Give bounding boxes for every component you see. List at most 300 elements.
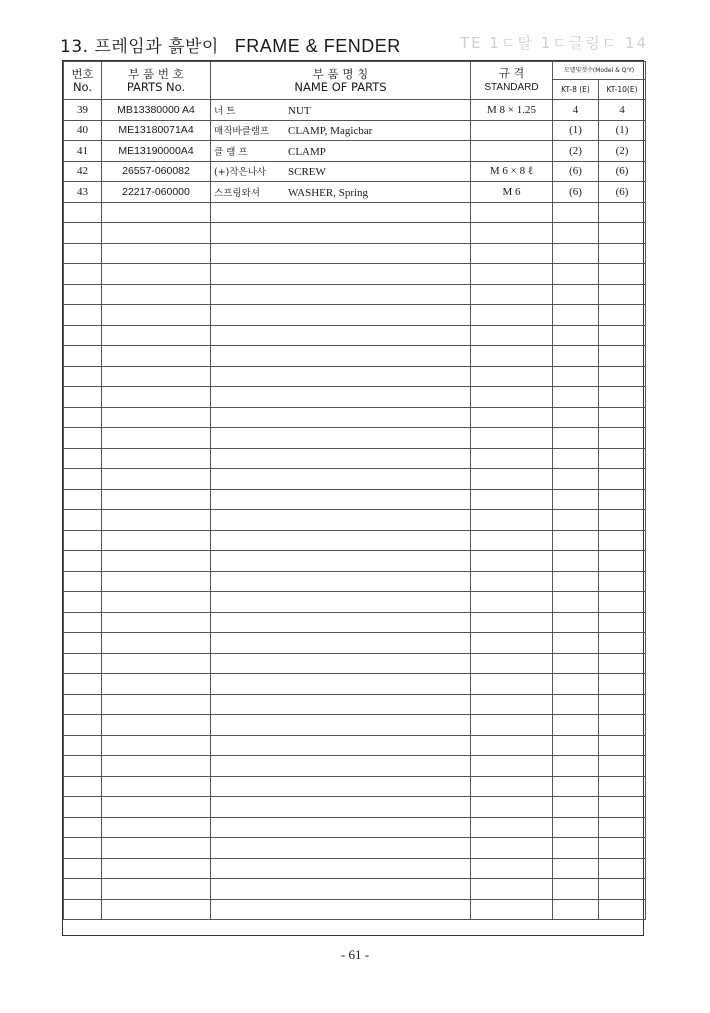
row-qty-kt10 [599, 858, 646, 879]
section-title [60, 32, 401, 57]
row-standard [471, 735, 553, 756]
row-no [64, 448, 102, 469]
row-no [64, 612, 102, 633]
row-part-no [102, 202, 211, 223]
row-name [211, 407, 471, 428]
row-no [64, 899, 102, 920]
row-qty-kt8: (1) [553, 120, 599, 141]
table-row [64, 182, 646, 203]
row-qty-kt8 [553, 858, 599, 879]
row-part-no [102, 653, 211, 674]
row-no [64, 858, 102, 879]
row-no [64, 674, 102, 695]
table-row [64, 202, 646, 223]
row-qty-kt10 [599, 325, 646, 346]
row-name [211, 120, 471, 141]
row-name [211, 735, 471, 756]
row-no [64, 653, 102, 674]
row-name [211, 756, 471, 777]
row-qty-kt8 [553, 407, 599, 428]
table-row [64, 838, 646, 859]
row-part-no [102, 776, 211, 797]
row-part-no [102, 694, 211, 715]
row-no [64, 756, 102, 777]
row-no [64, 407, 102, 428]
row-part-no [102, 817, 211, 838]
row-name [211, 325, 471, 346]
table-row [64, 776, 646, 797]
row-name [211, 264, 471, 285]
row-qty-kt8 [553, 776, 599, 797]
row-qty-kt8 [553, 489, 599, 510]
row-part-no [102, 633, 211, 654]
row-qty-kt8 [553, 510, 599, 531]
row-qty-kt10 [599, 776, 646, 797]
row-standard [471, 674, 553, 695]
header-name [211, 62, 471, 100]
row-name [211, 879, 471, 900]
row-qty-kt10 [599, 346, 646, 367]
row-part-no [102, 715, 211, 736]
table-row [64, 715, 646, 736]
row-no [64, 243, 102, 264]
row-no [64, 879, 102, 900]
row-no [64, 592, 102, 613]
row-qty-kt10 [599, 510, 646, 531]
row-standard [471, 817, 553, 838]
row-standard [471, 264, 553, 285]
row-qty-kt8: (2) [553, 141, 599, 162]
row-standard [471, 571, 553, 592]
row-part-no [102, 674, 211, 695]
row-part-no [102, 387, 211, 408]
row-qty-kt8 [553, 674, 599, 695]
row-qty-kt10 [599, 305, 646, 326]
header-std-en: STANDARD [484, 81, 539, 93]
row-no [64, 305, 102, 326]
table-row [64, 264, 646, 285]
row-part-no [102, 407, 211, 428]
row-standard [471, 797, 553, 818]
table-row [64, 756, 646, 777]
row-part-no [102, 489, 211, 510]
header-part-en: PARTS No. [126, 79, 186, 94]
title-english: FRAME & FENDER [234, 36, 401, 56]
row-qty-kt8 [553, 325, 599, 346]
row-standard [471, 694, 553, 715]
row-standard [471, 407, 553, 428]
row-qty-kt10 [599, 592, 646, 613]
row-qty-kt8 [553, 694, 599, 715]
header-qty-kt10: KT-10(E) [599, 80, 646, 100]
row-qty-kt8 [553, 551, 599, 572]
row-qty-kt10: (6) [599, 161, 646, 182]
row-part-no [102, 899, 211, 920]
row-standard [471, 141, 553, 162]
header-name-en: NAME OF PARTS [294, 79, 387, 94]
row-qty-kt10 [599, 571, 646, 592]
row-standard [471, 448, 553, 469]
row-part-no [102, 612, 211, 633]
row-qty-kt10 [599, 797, 646, 818]
row-qty-kt10 [599, 243, 646, 264]
table-row [64, 530, 646, 551]
row-qty-kt8 [553, 735, 599, 756]
header-qty-group: 모델및갯수(Model & Q'Y) [553, 62, 646, 80]
table-row [64, 817, 646, 838]
row-part-no [102, 879, 211, 900]
row-qty-kt10 [599, 838, 646, 859]
row-qty-kt10: 4 [599, 100, 646, 121]
row-standard [471, 612, 553, 633]
row-qty-kt10 [599, 284, 646, 305]
row-standard [471, 510, 553, 531]
row-standard [471, 838, 553, 859]
row-standard [471, 530, 553, 551]
row-part-no: 26557-060082 [102, 161, 211, 182]
row-qty-kt8 [553, 633, 599, 654]
row-qty-kt8: (6) [553, 161, 599, 182]
header-qty-kt8: KT-8 (E) [553, 80, 599, 100]
table-row [64, 284, 646, 305]
row-part-no [102, 510, 211, 531]
row-name [211, 530, 471, 551]
row-name [211, 243, 471, 264]
row-standard [471, 366, 553, 387]
row-part-no [102, 366, 211, 387]
row-no [64, 694, 102, 715]
table-row [64, 366, 646, 387]
row-standard: M 6 × 8 ℓ [471, 161, 553, 182]
table-row [64, 735, 646, 756]
table-row [64, 325, 646, 346]
table-row [64, 592, 646, 613]
row-qty-kt8 [553, 612, 599, 633]
row-qty-kt10: (1) [599, 120, 646, 141]
row-part-no [102, 223, 211, 244]
row-name [211, 305, 471, 326]
row-name [211, 797, 471, 818]
row-standard: M 8 × 1.25 [471, 100, 553, 121]
row-qty-kt10 [599, 633, 646, 654]
row-qty-kt8 [553, 264, 599, 285]
row-name-en: CLAMP [288, 145, 326, 158]
table-row [64, 858, 646, 879]
title-korean: 프레임과 흙받이 [94, 37, 219, 57]
table-row [64, 694, 646, 715]
page-number: - 61 - [340, 947, 370, 962]
header-no-en: No. [72, 79, 93, 94]
row-standard [471, 879, 553, 900]
row-name-ko: 스프링와셔 [214, 187, 260, 199]
table-row [64, 674, 646, 695]
row-name [211, 387, 471, 408]
row-no [64, 551, 102, 572]
row-part-no [102, 284, 211, 305]
row-no: 42 [64, 161, 102, 182]
row-no [64, 366, 102, 387]
row-no [64, 776, 102, 797]
row-part-no [102, 838, 211, 859]
row-qty-kt10 [599, 469, 646, 490]
row-name [211, 223, 471, 244]
row-qty-kt10 [599, 202, 646, 223]
row-no [64, 202, 102, 223]
row-name-en: CLAMP, Magicbar [288, 125, 373, 138]
row-qty-kt10 [599, 612, 646, 633]
row-no [64, 284, 102, 305]
row-no [64, 715, 102, 736]
row-name-ko: 매직바클램프 [214, 126, 270, 138]
table-row [64, 879, 646, 900]
table-row [64, 448, 646, 469]
row-qty-kt8 [553, 366, 599, 387]
table-row [64, 510, 646, 531]
row-qty-kt8: (6) [553, 182, 599, 203]
row-qty-kt8 [553, 715, 599, 736]
row-qty-kt10 [599, 366, 646, 387]
table-row [64, 551, 646, 572]
table-body [64, 100, 646, 920]
row-standard [471, 428, 553, 449]
row-qty-kt8: 4 [553, 100, 599, 121]
table-row [64, 571, 646, 592]
row-part-no [102, 571, 211, 592]
row-part-no: ME13180071A4 [102, 120, 211, 141]
header-no-ko: 번호 [71, 66, 94, 81]
row-qty-kt10 [599, 735, 646, 756]
parts-table [62, 60, 644, 936]
row-name [211, 674, 471, 695]
row-standard [471, 202, 553, 223]
row-standard [471, 633, 553, 654]
row-part-no [102, 428, 211, 449]
row-name [211, 202, 471, 223]
row-no [64, 428, 102, 449]
row-name [211, 141, 471, 162]
header-part-ko: 부 품 번 호 [128, 66, 184, 81]
row-qty-kt8 [553, 346, 599, 367]
header-part-no [102, 62, 211, 100]
row-no [64, 346, 102, 367]
row-part-no [102, 530, 211, 551]
row-name [211, 838, 471, 859]
row-name [211, 489, 471, 510]
row-no [64, 387, 102, 408]
row-standard [471, 223, 553, 244]
row-no: 39 [64, 100, 102, 121]
row-name [211, 551, 471, 572]
row-qty-kt10 [599, 428, 646, 449]
row-part-no: ME13190000A4 [102, 141, 211, 162]
table-row [64, 161, 646, 182]
row-part-no [102, 797, 211, 818]
row-qty-kt10 [599, 407, 646, 428]
table-row [64, 305, 646, 326]
row-qty-kt8 [553, 469, 599, 490]
row-qty-kt10 [599, 715, 646, 736]
header-no [64, 62, 102, 100]
row-name [211, 592, 471, 613]
row-name [211, 571, 471, 592]
row-standard [471, 243, 553, 264]
row-standard [471, 489, 553, 510]
row-qty-kt8 [553, 899, 599, 920]
row-qty-kt10 [599, 817, 646, 838]
row-no [64, 571, 102, 592]
row-no [64, 633, 102, 654]
row-standard [471, 387, 553, 408]
row-name [211, 858, 471, 879]
row-standard [471, 305, 553, 326]
row-qty-kt8 [553, 243, 599, 264]
row-no [64, 489, 102, 510]
row-qty-kt10 [599, 223, 646, 244]
row-qty-kt8 [553, 387, 599, 408]
row-qty-kt8 [553, 756, 599, 777]
row-qty-kt10 [599, 551, 646, 572]
row-no [64, 797, 102, 818]
table-row [64, 387, 646, 408]
table-row [64, 653, 646, 674]
row-no [64, 510, 102, 531]
header-std-ko: 규 격 [498, 67, 525, 80]
row-no [64, 264, 102, 285]
row-standard [471, 756, 553, 777]
bleed-through-text: TE 1ㄷ탈 1ㄷ글링ㄷ 14 [460, 34, 649, 52]
row-qty-kt8 [553, 223, 599, 244]
row-standard [471, 325, 553, 346]
row-qty-kt10 [599, 387, 646, 408]
row-name [211, 428, 471, 449]
row-standard [471, 469, 553, 490]
row-name [211, 346, 471, 367]
row-standard [471, 776, 553, 797]
table-row [64, 612, 646, 633]
row-name [211, 633, 471, 654]
row-standard [471, 899, 553, 920]
row-qty-kt8 [553, 530, 599, 551]
table-row [64, 223, 646, 244]
table-row [64, 633, 646, 654]
row-name [211, 612, 471, 633]
row-part-no: MB13380000 A4 [102, 100, 211, 121]
row-no: 40 [64, 120, 102, 141]
table-row [64, 489, 646, 510]
row-qty-kt10 [599, 489, 646, 510]
row-qty-kt8 [553, 428, 599, 449]
row-qty-kt8 [553, 305, 599, 326]
row-name [211, 776, 471, 797]
row-part-no [102, 551, 211, 572]
table-row [64, 100, 646, 121]
row-standard [471, 715, 553, 736]
row-qty-kt10 [599, 530, 646, 551]
table-row [64, 899, 646, 920]
row-name-ko: 너 트 [214, 105, 236, 117]
row-standard [471, 551, 553, 572]
header-standard [471, 62, 553, 100]
row-qty-kt8 [553, 879, 599, 900]
row-name-en: WASHER, Spring [288, 186, 369, 199]
row-part-no [102, 469, 211, 490]
row-name [211, 653, 471, 674]
row-part-no [102, 448, 211, 469]
row-name [211, 469, 471, 490]
row-name-en: SCREW [288, 166, 326, 179]
row-name [211, 448, 471, 469]
table-row [64, 141, 646, 162]
row-part-no [102, 346, 211, 367]
row-no [64, 223, 102, 244]
row-name-en: NUT [288, 104, 311, 117]
row-qty-kt8 [553, 817, 599, 838]
row-qty-kt10 [599, 694, 646, 715]
row-name [211, 161, 471, 182]
row-no [64, 735, 102, 756]
table-row [64, 407, 646, 428]
row-qty-kt10 [599, 264, 646, 285]
table-row [64, 428, 646, 449]
row-qty-kt10 [599, 674, 646, 695]
row-qty-kt8 [553, 571, 599, 592]
row-name [211, 510, 471, 531]
row-name-ko: 클 램 프 [214, 146, 248, 158]
table-row [64, 346, 646, 367]
row-no [64, 838, 102, 859]
row-name [211, 182, 471, 203]
row-part-no: 22217-060000 [102, 182, 211, 203]
row-qty-kt8 [553, 448, 599, 469]
row-qty-kt10 [599, 653, 646, 674]
row-standard [471, 858, 553, 879]
row-name [211, 284, 471, 305]
row-name [211, 899, 471, 920]
row-no [64, 817, 102, 838]
table-row [64, 120, 646, 141]
row-qty-kt10: (2) [599, 141, 646, 162]
row-no: 41 [64, 141, 102, 162]
row-name [211, 817, 471, 838]
row-part-no [102, 756, 211, 777]
row-name [211, 694, 471, 715]
section-number: 13. [60, 37, 89, 57]
row-qty-kt8 [553, 284, 599, 305]
row-part-no [102, 264, 211, 285]
table-row [64, 797, 646, 818]
row-part-no [102, 305, 211, 326]
row-standard [471, 653, 553, 674]
table-row [64, 243, 646, 264]
row-standard: M 6 [471, 182, 553, 203]
row-part-no [102, 325, 211, 346]
row-standard [471, 346, 553, 367]
row-qty-kt8 [553, 202, 599, 223]
row-qty-kt10 [599, 756, 646, 777]
row-name [211, 366, 471, 387]
row-no [64, 530, 102, 551]
row-qty-kt10 [599, 448, 646, 469]
table-row [64, 469, 646, 490]
row-no [64, 469, 102, 490]
row-qty-kt10: (6) [599, 182, 646, 203]
row-name [211, 100, 471, 121]
row-part-no [102, 592, 211, 613]
row-qty-kt10 [599, 899, 646, 920]
row-name [211, 715, 471, 736]
row-part-no [102, 858, 211, 879]
row-qty-kt8 [553, 653, 599, 674]
